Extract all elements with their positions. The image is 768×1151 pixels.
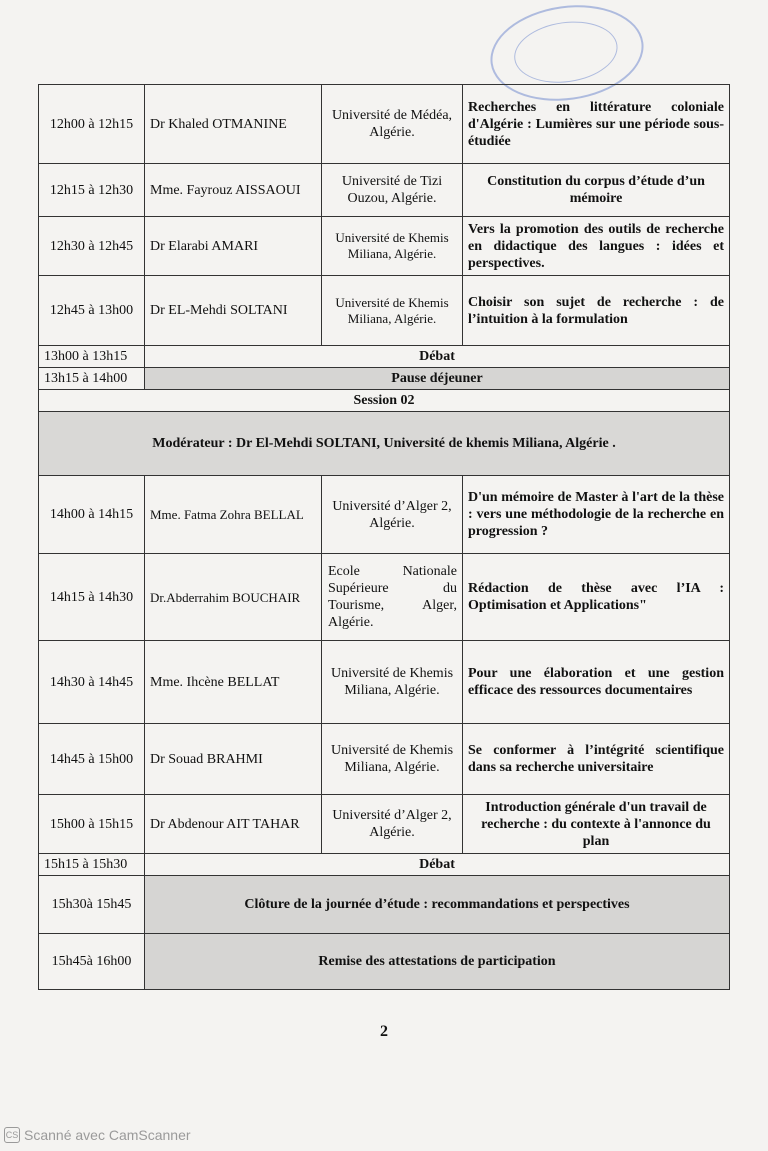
table-row <box>39 795 730 854</box>
institution-cell: Université de Khemis Miliana, Algérie. <box>322 641 463 724</box>
time-cell: 15h45à 16h00 <box>39 934 145 990</box>
speaker-cell: Dr Souad BRAHMI <box>145 724 322 795</box>
pause-row <box>39 368 730 390</box>
talk-title-cell: Recherches en littérature coloniale d'Algérie : Lumières sur une période sous-étudiée <box>463 85 730 164</box>
moderator-row <box>39 412 730 476</box>
time-cell: 13h00 à 13h15 <box>39 346 145 368</box>
institution-cell: Université de Khemis Miliana, Algérie. <box>322 724 463 795</box>
moderator-line: Modérateur : Dr El-Mehdi SOLTANI, Université de khemis Miliana, Algérie . <box>39 412 730 476</box>
table-row <box>39 554 730 641</box>
table-row <box>39 85 730 164</box>
speaker-cell: Dr Khaled OTMANINE <box>145 85 322 164</box>
institution-cell: Université de Khemis Miliana, Algérie. <box>322 217 463 276</box>
certificates-label: Remise des attestations de participation <box>145 934 730 990</box>
debat-label: Débat <box>145 346 730 368</box>
time-cell: 12h45 à 13h00 <box>39 276 145 346</box>
talk-title-cell: Introduction générale d'un travail de recherche : du contexte à l'annonce du plan <box>463 795 730 854</box>
footer-text: Scanné avec CamScanner <box>24 1127 191 1143</box>
debat-row <box>39 854 730 876</box>
session-row <box>39 390 730 412</box>
talk-title-cell: Pour une élaboration et une gestion efficace des ressources documentaires <box>463 641 730 724</box>
talk-title-cell: Vers la promotion des outils de recherche en didactique des langues : idées et perspectives. <box>463 217 730 276</box>
time-cell: 15h30à 15h45 <box>39 876 145 934</box>
time-cell: 12h15 à 12h30 <box>39 164 145 217</box>
closing-label: Clôture de la journée d’étude : recommandations et perspectives <box>145 876 730 934</box>
speaker-cell: Dr EL-Mehdi SOLTANI <box>145 276 322 346</box>
table-row <box>39 276 730 346</box>
institution-cell: Université de Médéa, Algérie. <box>322 85 463 164</box>
camscanner-icon: CS <box>4 1127 20 1143</box>
speaker-cell: Dr.Abderrahim BOUCHAIR <box>145 554 322 641</box>
time-cell: 14h45 à 15h00 <box>39 724 145 795</box>
time-cell: 15h00 à 15h15 <box>39 795 145 854</box>
scanner-footer <box>4 1126 191 1144</box>
speaker-cell: Mme. Ihcène BELLAT <box>145 641 322 724</box>
time-cell: 12h30 à 12h45 <box>39 217 145 276</box>
debat-row <box>39 346 730 368</box>
time-cell: 15h15 à 15h30 <box>39 854 145 876</box>
time-cell: 13h15 à 14h00 <box>39 368 145 390</box>
talk-title-cell: Constitution du corpus d’étude d’un mémoire <box>463 164 730 217</box>
talk-title-cell: Se conformer à l’intégrité scientifique dans sa recherche universitaire <box>463 724 730 795</box>
time-cell: 12h00 à 12h15 <box>39 85 145 164</box>
time-cell: 14h30 à 14h45 <box>39 641 145 724</box>
page-number: 2 <box>380 1023 388 1040</box>
talk-title-cell: Rédaction de thèse avec l’IA : Optimisation et Applications" <box>463 554 730 641</box>
time-cell: 14h00 à 14h15 <box>39 476 145 554</box>
debat-label: Débat <box>145 854 730 876</box>
table-row <box>39 164 730 217</box>
table-row <box>39 476 730 554</box>
institution-cell: Université d’Alger 2, Algérie. <box>322 476 463 554</box>
programme-table <box>38 84 730 990</box>
speaker-cell: Dr Elarabi AMARI <box>145 217 322 276</box>
table-row <box>39 217 730 276</box>
talk-title-cell: Choisir son sujet de recherche : de l’intuition à la formulation <box>463 276 730 346</box>
table-row <box>39 724 730 795</box>
talk-title-cell: D'un mémoire de Master à l'art de la thèse : vers une méthodologie de la recherche en progression ? <box>463 476 730 554</box>
time-cell: 14h15 à 14h30 <box>39 554 145 641</box>
speaker-cell: Mme. Fayrouz AISSAOUI <box>145 164 322 217</box>
table-row <box>39 641 730 724</box>
institution-cell: Université de Khemis Miliana, Algérie. <box>322 276 463 346</box>
institution-cell: Université de Tizi Ouzou, Algérie. <box>322 164 463 217</box>
institution-cell: Université d’Alger 2, Algérie. <box>322 795 463 854</box>
certificates-row <box>39 934 730 990</box>
pause-label: Pause déjeuner <box>145 368 730 390</box>
institution-cell: Ecole Nationale Supérieure du Tourisme, Alger, Algérie. <box>322 554 463 641</box>
speaker-cell: Mme. Fatma Zohra BELLAL <box>145 476 322 554</box>
closing-row <box>39 876 730 934</box>
session-title: Session 02 <box>39 390 730 412</box>
speaker-cell: Dr Abdenour AIT TAHAR <box>145 795 322 854</box>
